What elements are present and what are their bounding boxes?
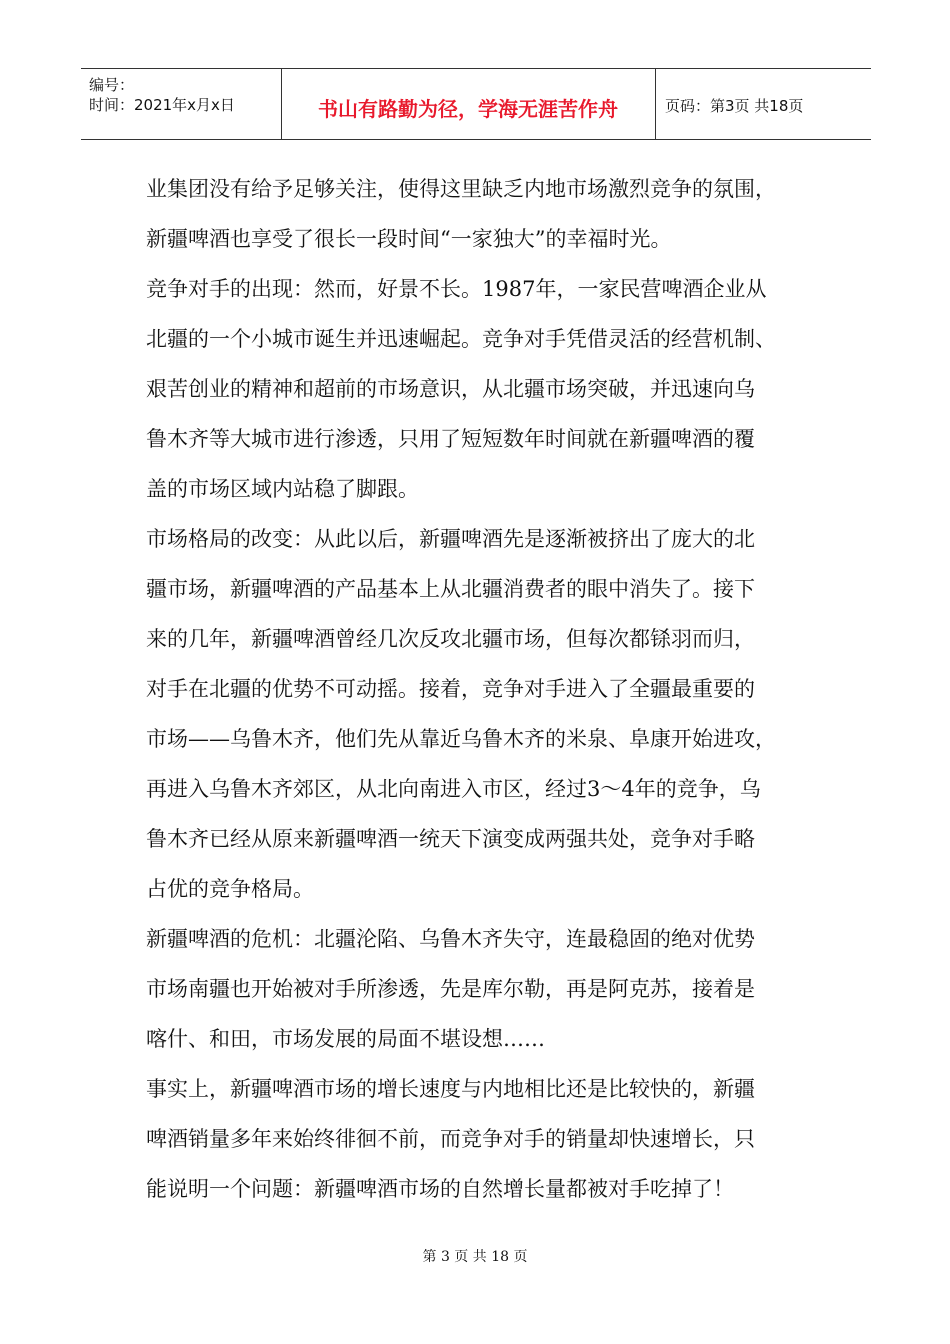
document-date-label: 时间：2021年x月x日 bbox=[89, 96, 235, 114]
body-line: 盖的市场区域内站稳了脚跟。 bbox=[146, 477, 419, 501]
document-body bbox=[146, 164, 836, 1214]
body-line: 竞争对手的出现：然而，好景不长。1987年，一家民营啤酒企业从 bbox=[146, 277, 767, 301]
body-line: 来的几年，新疆啤酒曾经几次反攻北疆市场，但每次都铩羽而归， bbox=[146, 627, 755, 651]
header-motto: 书山有路勤为径，学海无涯苦作舟 bbox=[318, 97, 618, 121]
page-footer: 第 3 页 共 18 页 bbox=[422, 1249, 528, 1265]
body-line: 再进入乌鲁木齐郊区，从北向南进入市区，经过3～4年的竞争，乌 bbox=[146, 777, 761, 801]
body-line: 鲁木齐等大城市进行渗透，只用了短短数年时间就在新疆啤酒的覆 bbox=[146, 427, 755, 451]
body-line: 业集团没有给予足够关注，使得这里缺乏内地市场激烈竞争的氛围， bbox=[146, 177, 776, 201]
body-line: 事实上，新疆啤酒市场的增长速度与内地相比还是比较快的，新疆 bbox=[146, 1077, 755, 1101]
body-line: 市场南疆也开始被对手所渗透，先是库尔勒，再是阿克苏，接着是 bbox=[146, 977, 755, 1001]
body-line: 北疆的一个小城市诞生并迅速崛起。竞争对手凭借灵活的经营机制、 bbox=[146, 327, 776, 351]
body-line: 鲁木齐已经从原来新疆啤酒一统天下演变成两强共处，竞争对手略 bbox=[146, 827, 755, 851]
body-line: 对手在北疆的优势不可动摇。接着，竞争对手进入了全疆最重要的 bbox=[146, 677, 755, 701]
header-page-info: 页码：第3页 共18页 bbox=[665, 97, 804, 115]
body-line: 新疆啤酒的危机：北疆沦陷、乌鲁木齐失守，连最稳固的绝对优势 bbox=[146, 927, 755, 951]
body-line: 市场——乌鲁木齐，他们先从靠近乌鲁木齐的米泉、阜康开始进攻， bbox=[146, 727, 776, 751]
header-motto-cell bbox=[281, 69, 656, 139]
header-page-cell bbox=[655, 69, 871, 139]
body-line: 艰苦创业的精神和超前的市场意识，从北疆市场突破，并迅速向乌 bbox=[146, 377, 755, 401]
page-header bbox=[81, 68, 871, 140]
header-meta-cell bbox=[81, 69, 282, 139]
body-line: 能说明一个问题：新疆啤酒市场的自然增长量都被对手吃掉了！ bbox=[146, 1177, 734, 1201]
body-line: 新疆啤酒也享受了很长一段时间“一家独大”的幸福时光。 bbox=[146, 227, 672, 251]
body-line: 疆市场，新疆啤酒的产品基本上从北疆消费者的眼中消失了。接下 bbox=[146, 577, 755, 601]
body-line: 市场格局的改变：从此以后，新疆啤酒先是逐渐被挤出了庞大的北 bbox=[146, 527, 755, 551]
body-line: 占优的竞争格局。 bbox=[146, 877, 314, 901]
body-line: 喀什、和田，市场发展的局面不堪设想…… bbox=[146, 1027, 545, 1051]
document-number-label: 编号： bbox=[89, 76, 135, 94]
body-line: 啤酒销量多年来始终徘徊不前，而竞争对手的销量却快速增长，只 bbox=[146, 1127, 755, 1151]
